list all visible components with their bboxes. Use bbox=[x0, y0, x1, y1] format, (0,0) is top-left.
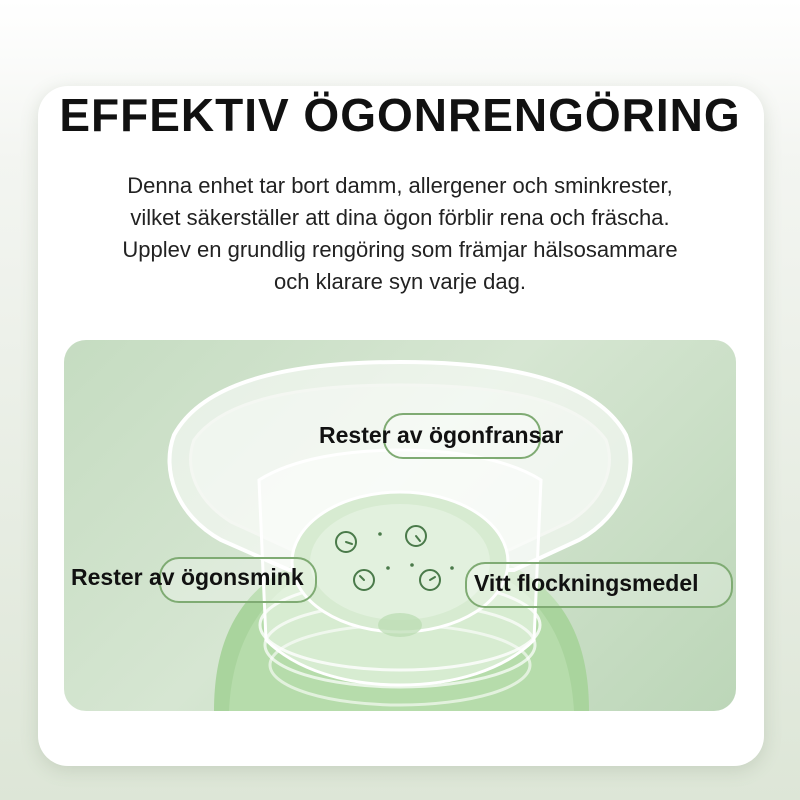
description-line: Denna enhet tar bort damm, allergener och sminkrester, bbox=[127, 173, 673, 198]
label-eyelash-residue: Rester av ögonfransar bbox=[319, 422, 564, 448]
product-image bbox=[64, 340, 736, 711]
eye-wash-cup-illustration bbox=[64, 340, 736, 711]
description-line: och klarare syn varje dag. bbox=[274, 269, 526, 294]
description-text bbox=[40, 170, 760, 298]
description-line: Upplev en grundlig rengöring som främjar hälsosammare bbox=[122, 237, 678, 262]
label-white-flocculant: Vitt flockningsmedel bbox=[474, 570, 699, 596]
description-line: vilket säkerställer att dina ögon förblir rena och fräscha. bbox=[130, 205, 670, 230]
label-makeup-residue: Rester av ögonsmink bbox=[71, 564, 304, 590]
page-title: EFFEKTIV ÖGONRENGÖRING bbox=[59, 89, 741, 141]
